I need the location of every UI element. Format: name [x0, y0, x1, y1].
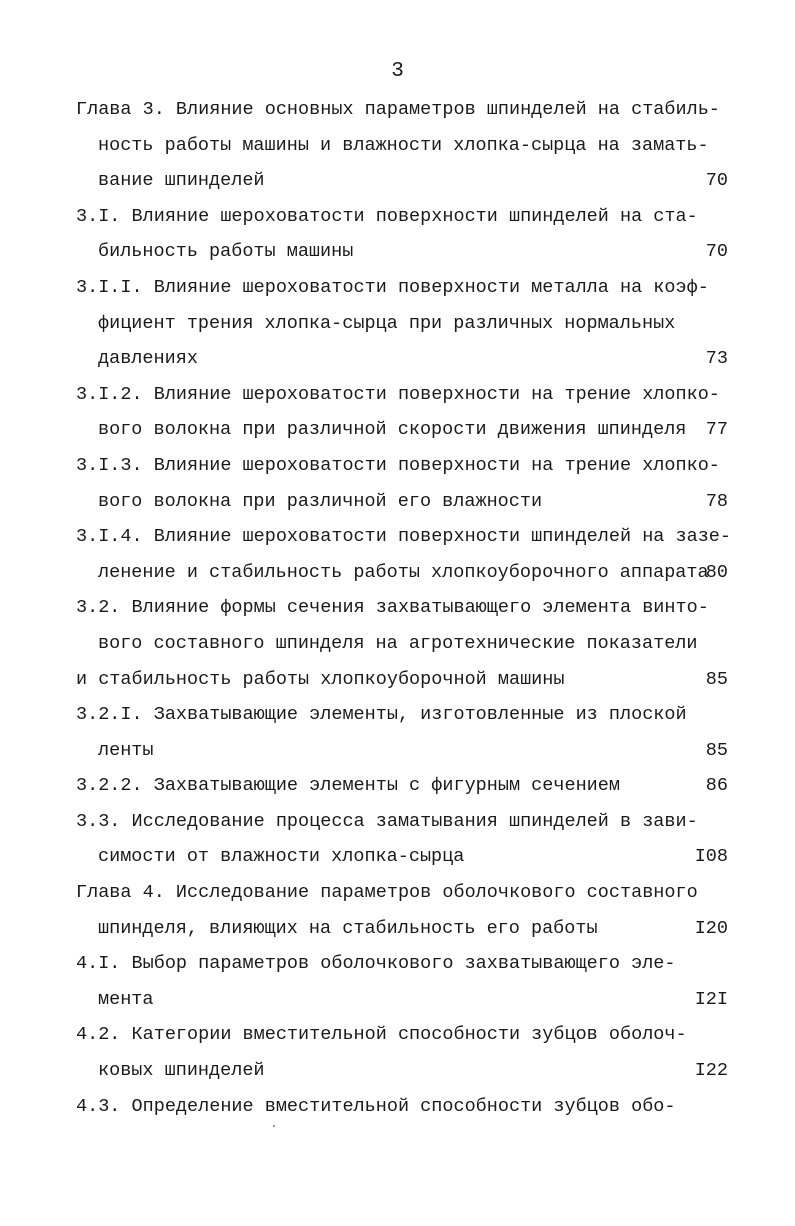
toc-entry-text: ленение и стабильность работы хлопкоуборочного аппарата: [98, 561, 709, 583]
toc-entry-text: 4.I. Выбор параметров оболочкового захватывающего эле-: [76, 953, 676, 975]
scan-speck: [273, 1125, 275, 1127]
toc-entry-text: 3.2.2. Захватывающие элементы с фигурным сечением: [76, 775, 620, 797]
toc-entry-continuation-line: [76, 733, 732, 769]
toc-entry-title-line: [76, 804, 732, 840]
toc-entry-text: ленты: [98, 739, 154, 761]
toc-entry-text: шпинделя, влияющих на стабильность его работы: [98, 917, 598, 939]
toc-page-number: 80: [705, 561, 728, 583]
toc-entry-text: ность работы машины и влажности хлопка-сырца на замать-: [98, 134, 709, 156]
toc-entry-title-line: [76, 519, 732, 555]
toc-entry: [76, 768, 732, 804]
page-number: 3: [391, 60, 404, 83]
toc-entry-continuation-line: [76, 555, 732, 591]
toc-entry-continuation-line: [76, 341, 732, 377]
toc-entry-text: мента: [98, 988, 154, 1010]
toc-entry: [76, 519, 732, 590]
toc-entry-text: 3.I.4. Влияние шероховатости поверхности шпинделей на зазе-: [76, 526, 732, 548]
toc-page-number: 85: [705, 739, 728, 761]
toc-entry-title-line: [76, 875, 732, 911]
toc-page-number: 85: [705, 668, 728, 690]
toc-page-number: I22: [694, 1060, 728, 1082]
toc-page-number: 70: [705, 241, 728, 263]
toc-entry-continuation-line: [76, 1053, 732, 1089]
toc-entry: [76, 590, 732, 697]
toc-entry-text: 3.I.2. Влияние шероховатости поверхности на трение хлопко-: [76, 383, 720, 405]
toc-entry-text: 3.I.I. Влияние шероховатости поверхности металла на коэф-: [76, 276, 709, 298]
toc-entry: [76, 946, 732, 1017]
toc-entry-text: давлениях: [98, 348, 198, 370]
toc-entry-text: 4.2. Категории вместительной способности зубцов оболоч-: [76, 1024, 687, 1046]
toc-entry-continuation-line: [76, 412, 732, 448]
toc-entry-continuation-line: [76, 484, 732, 520]
toc-entry-title-line: [76, 377, 732, 413]
toc-entry-title-line: [76, 270, 732, 306]
toc-entry-text: вого волокна при различной его влажности: [98, 490, 543, 512]
toc-entry-text: 3.2.I. Захватывающие элементы, изготовленные из плоской: [76, 704, 687, 726]
toc-entry-text: Глава 4. Исследование параметров оболочкового составного: [76, 882, 698, 904]
toc-entry-continuation-line: [76, 128, 732, 164]
toc-entry-text: ковых шпинделей: [98, 1060, 265, 1082]
toc-entry: [76, 448, 732, 519]
toc-entry-continuation-line: [76, 982, 732, 1018]
toc-entry-text: 3.I.3. Влияние шероховатости поверхности на трение хлопко-: [76, 454, 720, 476]
toc-entry: [76, 697, 732, 768]
toc-entry-title-line: [76, 448, 732, 484]
toc-entry-title-line: [76, 92, 732, 128]
toc-entry-continuation-line: [76, 306, 732, 342]
toc-entry-text: и стабильность работы хлопкоуборочной машины: [76, 668, 565, 690]
toc-entry-title-line: [76, 1017, 732, 1053]
toc-entry-continuation-line: [76, 234, 732, 270]
toc-entry-title-line: [76, 946, 732, 982]
toc-entry: [76, 92, 732, 199]
toc-entry: [76, 1089, 732, 1125]
toc-entry: [76, 804, 732, 875]
toc-entry-text: вого составного шпинделя на агротехнические показатели: [98, 632, 698, 654]
toc-entry-text: 3.I. Влияние шероховатости поверхности шпинделей на ста-: [76, 205, 698, 227]
toc-entry-title-line: [76, 697, 732, 733]
toc-entry-text: Глава 3. Влияние основных параметров шпинделей на стабиль-: [76, 99, 720, 120]
toc-page-number: 70: [705, 170, 728, 192]
table-of-contents: [76, 92, 732, 1124]
toc-entry-text: 3.2. Влияние формы сечения захватывающего элемента винто-: [76, 597, 709, 619]
toc-entry-title-line: [76, 768, 732, 804]
toc-entry: [76, 875, 732, 946]
toc-entry-continuation-line: [76, 626, 732, 662]
toc-entry: [76, 270, 732, 377]
toc-entry-text: вого волокна при различной скорости движения шпинделя: [98, 419, 687, 441]
toc-page-number: I08: [694, 846, 728, 868]
toc-page-number: 77: [705, 419, 728, 441]
toc-entry: [76, 377, 732, 448]
toc-entry-title-line: [76, 199, 732, 235]
toc-entry-text: симости от влажности хлопка-сырца: [98, 846, 465, 868]
toc-entry-title-line: [76, 590, 732, 626]
toc-entry-text: фициент трения хлопка-сырца при различных нормальных: [98, 312, 676, 334]
toc-entry-text: 3.3. Исследование процесса заматывания шпинделей в зави-: [76, 810, 698, 832]
toc-page-number: 78: [705, 490, 728, 512]
toc-page-number: I2I: [694, 988, 728, 1010]
toc-page-number: I20: [694, 917, 728, 939]
toc-entry-continuation-line: [76, 163, 732, 199]
toc-entry-continuation-line: [76, 911, 732, 947]
toc-entry-continuation-line: [76, 662, 732, 698]
toc-entry-title-line: [76, 1089, 732, 1125]
toc-entry-text: 4.3. Определение вместительной способности зубцов обо-: [76, 1095, 676, 1117]
toc-page-number: 73: [705, 348, 728, 370]
toc-entry-text: бильность работы машины: [98, 241, 354, 263]
toc-entry: [76, 1017, 732, 1088]
toc-entry-continuation-line: [76, 839, 732, 875]
toc-entry-text: вание шпинделей: [98, 170, 265, 192]
toc-page-number: 86: [705, 775, 728, 797]
toc-entry: [76, 199, 732, 270]
